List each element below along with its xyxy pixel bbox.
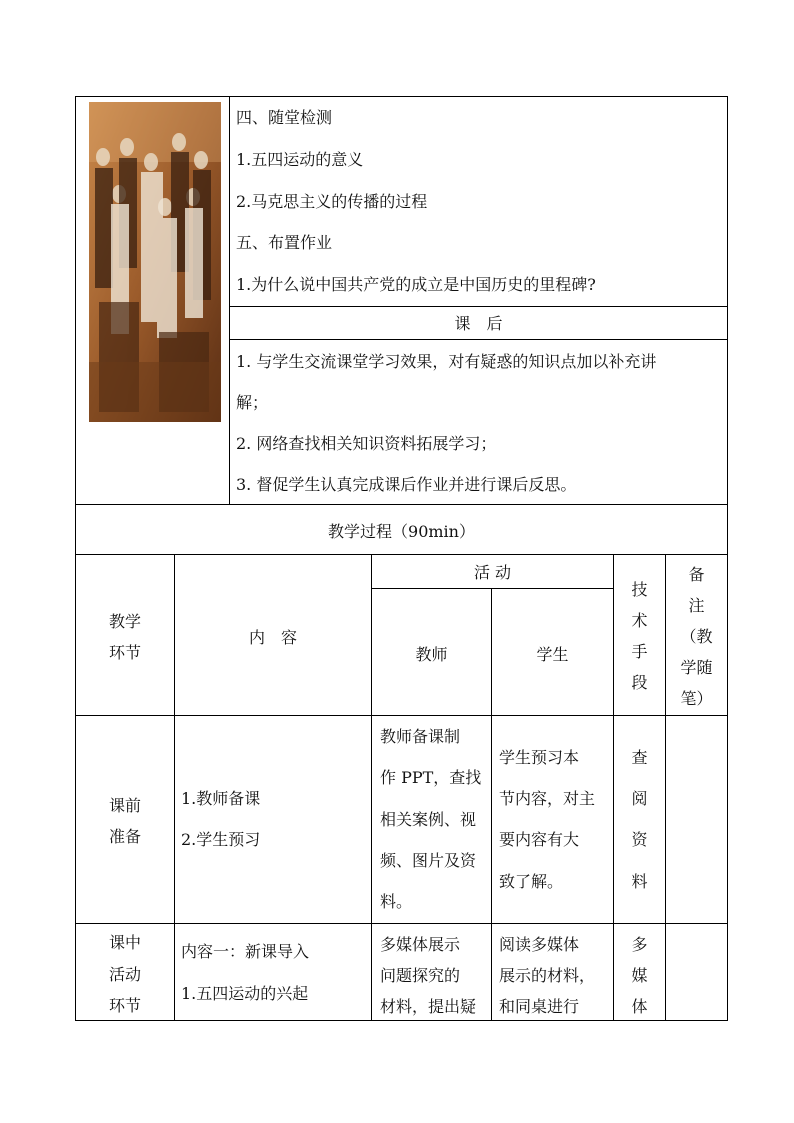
review-item: 2.马克思主义的传播的过程 xyxy=(236,192,428,211)
header-activity: 活 动 xyxy=(473,563,512,582)
row-student-text: 阅读多媒体 xyxy=(499,935,580,954)
row-tech-char: 多 xyxy=(631,935,648,954)
row-teacher-text: 教师备课制 xyxy=(380,727,461,746)
header-stage-cell xyxy=(75,554,175,716)
row-teacher-text: 料。 xyxy=(380,892,413,911)
header-notes-line: 备 xyxy=(688,565,705,584)
row-student-text: 节内容，对主 xyxy=(499,789,596,808)
row-stage-text: 活动 xyxy=(108,965,141,984)
table-row-content xyxy=(174,923,372,1021)
row-stage-text: 课中 xyxy=(108,933,141,952)
header-notes xyxy=(665,559,728,714)
header-tech-char: 段 xyxy=(631,673,648,692)
row-student-text: 展示的材料， xyxy=(499,966,596,985)
header-tech xyxy=(613,574,666,698)
header-notes-line: （教 xyxy=(680,627,713,646)
historical-painting-icon xyxy=(89,102,221,422)
after-class-item: 3. 督促学生认真完成课后作业并进行课后反思。 xyxy=(236,475,577,494)
section-heading-homework: 五、布置作业 xyxy=(236,233,333,252)
row-tech-char: 资 xyxy=(631,830,648,849)
row-teacher-text: 问题探究的 xyxy=(380,966,461,985)
row-stage-text: 环节 xyxy=(108,996,141,1015)
row-tech-char: 查 xyxy=(631,748,648,767)
row-teacher-text: 作 PPT，查找 xyxy=(380,768,482,787)
row-teacher-text: 多媒体展示 xyxy=(380,935,461,954)
row-student-text: 和同桌进行 xyxy=(499,997,580,1016)
painting-image xyxy=(89,102,221,422)
header-tech-char: 手 xyxy=(631,642,648,661)
table-row-content xyxy=(174,715,372,924)
row-teacher-text: 材料，提出疑 xyxy=(380,997,477,1016)
row-content-text: 内容一：新课导入 xyxy=(181,942,310,961)
after-class-header: 课 后 xyxy=(454,314,503,333)
row-content-text: 1.教师备课 xyxy=(181,789,261,808)
header-stage: 环节 xyxy=(108,643,141,662)
header-content: 内 容 xyxy=(248,628,297,647)
table-row-stage xyxy=(75,715,175,924)
table-row-tech xyxy=(613,715,666,924)
header-notes-line: 注 xyxy=(688,596,705,615)
after-class-item: 1. 与学生交流课堂学习效果，对有疑惑的知识点加以补充讲 xyxy=(236,352,657,371)
after-class-item: 2. 网络查找相关知识资料拓展学习； xyxy=(236,434,497,453)
header-student: 学生 xyxy=(536,645,569,664)
header-notes-line: 学随 xyxy=(680,658,713,677)
homework-item: 1.为什么说中国共产党的成立是中国历史的里程碑? xyxy=(236,275,596,294)
table-row-notes xyxy=(665,923,728,1021)
row-student-text: 要内容有大 xyxy=(499,830,580,849)
row-tech-char: 体 xyxy=(631,997,648,1016)
row-student-text: 致了解。 xyxy=(499,872,564,891)
row-teacher-text: 频、图片及资 xyxy=(380,851,477,870)
row-student-text: 学生预习本 xyxy=(499,748,580,767)
header-tech-char: 技 xyxy=(631,580,648,599)
review-item: 1.五四运动的意义 xyxy=(236,150,364,169)
table-row-notes xyxy=(665,715,728,924)
row-tech-char: 媒 xyxy=(631,966,648,985)
row-stage-text: 准备 xyxy=(108,827,141,846)
row-content-text: 1.五四运动的兴起 xyxy=(181,984,309,1003)
row-tech-char: 料 xyxy=(631,872,648,891)
row-tech-char: 阅 xyxy=(631,789,648,808)
header-tech-char: 术 xyxy=(631,611,648,630)
row-stage-text: 课前 xyxy=(108,796,141,815)
row-teacher-text: 相关案例、视 xyxy=(380,810,477,829)
after-class-item: 解； xyxy=(236,393,269,412)
header-stage: 教学 xyxy=(108,612,141,631)
table-row-student xyxy=(491,715,614,924)
section-heading-review: 四、随堂检测 xyxy=(236,108,333,127)
row-content-text: 2.学生预习 xyxy=(181,830,261,849)
header-teacher: 教师 xyxy=(415,645,448,664)
header-notes-line: 笔） xyxy=(680,689,713,708)
process-title: 教学过程（90min） xyxy=(328,522,475,541)
